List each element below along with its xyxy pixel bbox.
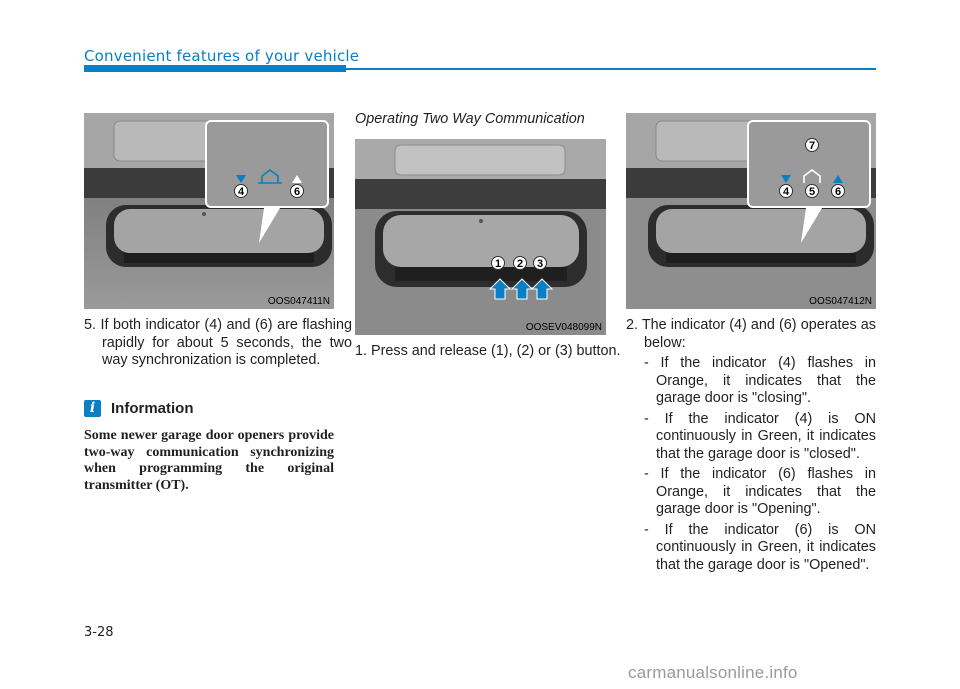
watermark: carmanualsonline.info — [628, 663, 798, 682]
callout-3: 3 — [536, 258, 544, 270]
section-header-title: Convenient features of your vehicle — [84, 47, 360, 65]
bullet-item: - If the indicator (4) is ON continuously in Green, it indicates that the garage door is "closed". — [644, 410, 876, 462]
page-number: 3-28 — [84, 625, 114, 640]
callout-6: 6 — [293, 186, 301, 198]
figure-code: OOS047411N — [267, 296, 330, 307]
callout-1: 1 — [494, 258, 502, 270]
callout-6: 6 — [834, 186, 842, 198]
bullet-item: - If the indicator (4) flashes in Orange, it indicates that the garage door is "closing". — [644, 355, 876, 406]
right-column-text — [626, 317, 876, 577]
callout-4: 4 — [782, 186, 790, 198]
bullet-item: - If the indicator (6) is ON continuously in Green, it indicates that the garage door is "Opened". — [644, 521, 876, 573]
arrow-up-icon — [490, 279, 552, 299]
bullet-item: - If the indicator (6) flashes in Orange, it indicates that the garage door is "Opening". — [644, 466, 876, 517]
header-rule — [346, 68, 876, 70]
step-2-text: 2. The indicator (4) and (6) operates as below: — [626, 317, 876, 351]
step-1-text: 1. Press and release (1), (2) or (3) button. — [355, 343, 621, 359]
information-header — [84, 400, 194, 417]
callout-7: 7 — [808, 140, 816, 152]
callout-5: 5 — [808, 186, 816, 198]
header-accent-bar — [84, 65, 346, 72]
figure-mirror-indicator-states — [626, 113, 876, 309]
step-5-text: 5. If both indicator (4) and (6) are flashing rapidly for about 5 seconds, the two way synchronization is completed. — [84, 317, 352, 368]
callout-2: 2 — [516, 258, 524, 270]
mirror-states-illustration — [626, 113, 876, 309]
info-icon: i — [84, 400, 101, 417]
figure-code: OOS047412N — [809, 296, 872, 307]
figure-mirror-indicators — [84, 113, 334, 309]
information-title: Information — [111, 400, 194, 417]
figure-code: OOSEV048099N — [525, 322, 602, 333]
section-title: Operating Two Way Communication — [355, 111, 585, 127]
mirror-buttons-illustration — [355, 139, 606, 335]
information-body: Some newer garage door openers provide two-way communication synchronizing when programming the original transmitter (OT). — [84, 428, 334, 493]
callout-4: 4 — [237, 186, 245, 198]
figure-mirror-buttons — [355, 139, 606, 335]
mirror-illustration — [84, 113, 334, 309]
